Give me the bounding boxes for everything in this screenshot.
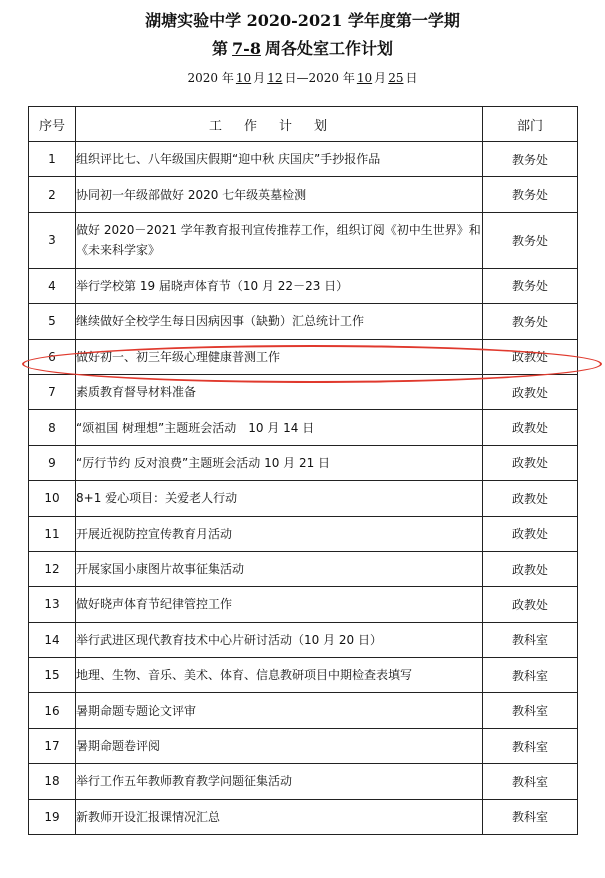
document-subtitle xyxy=(0,36,605,59)
date-separator: 日— xyxy=(284,71,309,85)
row-index: 4 xyxy=(29,268,76,303)
row-index: 11 xyxy=(29,516,76,551)
row-plan-text: 做好晓声体育节纪律管控工作 xyxy=(76,587,483,622)
table-row xyxy=(29,212,578,268)
start-day: 12 xyxy=(267,71,283,85)
row-plan-text: 素质教育督导材料准备 xyxy=(76,374,483,409)
row-department: 政教处 xyxy=(483,587,578,622)
row-department: 教科室 xyxy=(483,799,578,834)
start-month: 10 xyxy=(235,71,252,85)
start-year: 2020 xyxy=(187,71,219,85)
row-department: 教科室 xyxy=(483,622,578,657)
row-index: 1 xyxy=(29,142,76,177)
table-row xyxy=(29,658,578,693)
row-plan-text: 开展近视防控宣传教育月活动 xyxy=(76,516,483,551)
end-month: 10 xyxy=(356,71,373,85)
document-title: 湖塘实验中学 2020-2021 学年度第一学期 xyxy=(145,11,460,30)
row-plan-text: 地理、生物、音乐、美术、体育、信息教研项目中期检查表填写 xyxy=(76,658,483,693)
table-header-row xyxy=(29,107,578,142)
row-plan-text: 举行工作五年教师教育教学问题征集活动 xyxy=(76,764,483,799)
row-plan-text: 暑期命题专题论文评审 xyxy=(76,693,483,728)
year-char: 年 xyxy=(221,71,234,85)
week-range: 7-8 xyxy=(232,39,261,58)
row-department: 政教处 xyxy=(483,374,578,409)
table-row xyxy=(29,177,578,212)
row-plan-text: “厉行节约 反对浪费”主题班会活动 10 月 21 日 xyxy=(76,445,483,480)
table-row xyxy=(29,799,578,834)
column-header-plan: 工作计划 xyxy=(76,107,483,142)
row-index: 10 xyxy=(29,481,76,516)
table-row xyxy=(29,587,578,622)
week-suffix: 周各处室工作计划 xyxy=(264,39,393,58)
row-department: 政教处 xyxy=(483,445,578,480)
row-department: 政教处 xyxy=(483,410,578,445)
row-plan-text: 开展家国小康图片故事征集活动 xyxy=(76,551,483,586)
row-index: 6 xyxy=(29,339,76,374)
work-plan-table xyxy=(28,106,578,835)
row-department: 政教处 xyxy=(483,551,578,586)
table-row xyxy=(29,728,578,763)
end-year: 2020 xyxy=(308,71,340,85)
row-index: 16 xyxy=(29,693,76,728)
row-plan-text: 做好 2020－2021 学年教育报刊宣传推荐工作，组织订阅《初中生世界》和《未来科学家》 xyxy=(76,212,483,268)
row-department: 教务处 xyxy=(483,142,578,177)
table-row xyxy=(29,622,578,657)
table-row xyxy=(29,516,578,551)
row-department: 政教处 xyxy=(483,339,578,374)
row-plan-text: 继续做好全校学生每日因病因事（缺勤）汇总统计工作 xyxy=(76,304,483,339)
table-row xyxy=(29,551,578,586)
table-row xyxy=(29,304,578,339)
row-index: 17 xyxy=(29,728,76,763)
table-row xyxy=(29,764,578,799)
row-department: 教务处 xyxy=(483,304,578,339)
row-index: 5 xyxy=(29,304,76,339)
row-department: 政教处 xyxy=(483,516,578,551)
row-index: 7 xyxy=(29,374,76,409)
month-char: 月 xyxy=(253,71,266,85)
row-index: 9 xyxy=(29,445,76,480)
row-department: 教务处 xyxy=(483,268,578,303)
row-index: 14 xyxy=(29,622,76,657)
row-index: 2 xyxy=(29,177,76,212)
table-row xyxy=(29,410,578,445)
week-prefix: 第 xyxy=(212,39,229,58)
date-range xyxy=(0,69,605,86)
day-char: 日 xyxy=(405,71,418,85)
table-row xyxy=(29,445,578,480)
table-row xyxy=(29,339,578,374)
row-plan-text: 暑期命题卷评阅 xyxy=(76,728,483,763)
row-index: 15 xyxy=(29,658,76,693)
year-char: 年 xyxy=(342,71,355,85)
table-row xyxy=(29,374,578,409)
column-header-department: 部门 xyxy=(483,107,578,142)
table-row xyxy=(29,142,578,177)
row-index: 19 xyxy=(29,799,76,834)
row-department: 教务处 xyxy=(483,177,578,212)
row-plan-text: 做好初一、初三年级心理健康普测工作 xyxy=(76,339,483,374)
row-index: 18 xyxy=(29,764,76,799)
row-department: 教科室 xyxy=(483,658,578,693)
row-index: 12 xyxy=(29,551,76,586)
row-index: 3 xyxy=(29,212,76,268)
row-department: 政教处 xyxy=(483,481,578,516)
row-department: 教科室 xyxy=(483,764,578,799)
table-row xyxy=(29,268,578,303)
row-department: 教务处 xyxy=(483,212,578,268)
row-plan-text: 协同初一年级部做好 2020 七年级英墓检测 xyxy=(76,177,483,212)
row-plan-text: 举行武进区现代教育技术中心片研讨活动（10 月 20 日） xyxy=(76,622,483,657)
end-day: 25 xyxy=(388,71,404,85)
row-plan-text: 新教师开设汇报课情况汇总 xyxy=(76,799,483,834)
row-plan-text: 举行学校第 19 届晓声体育节（10 月 22－23 日） xyxy=(76,268,483,303)
month-char: 月 xyxy=(374,71,387,85)
table-row xyxy=(29,481,578,516)
table-row xyxy=(29,693,578,728)
row-plan-text: 组织评比七、八年级国庆假期“迎中秋 庆国庆”手抄报作品 xyxy=(76,142,483,177)
row-department: 教科室 xyxy=(483,728,578,763)
row-plan-text: “颂祖国 树理想”主题班会活动 10 月 14 日 xyxy=(76,410,483,445)
row-index: 8 xyxy=(29,410,76,445)
row-plan-text: 8+1 爱心项目：关爱老人行动 xyxy=(76,481,483,516)
column-header-index: 序号 xyxy=(29,107,76,142)
row-index: 13 xyxy=(29,587,76,622)
row-department: 教科室 xyxy=(483,693,578,728)
